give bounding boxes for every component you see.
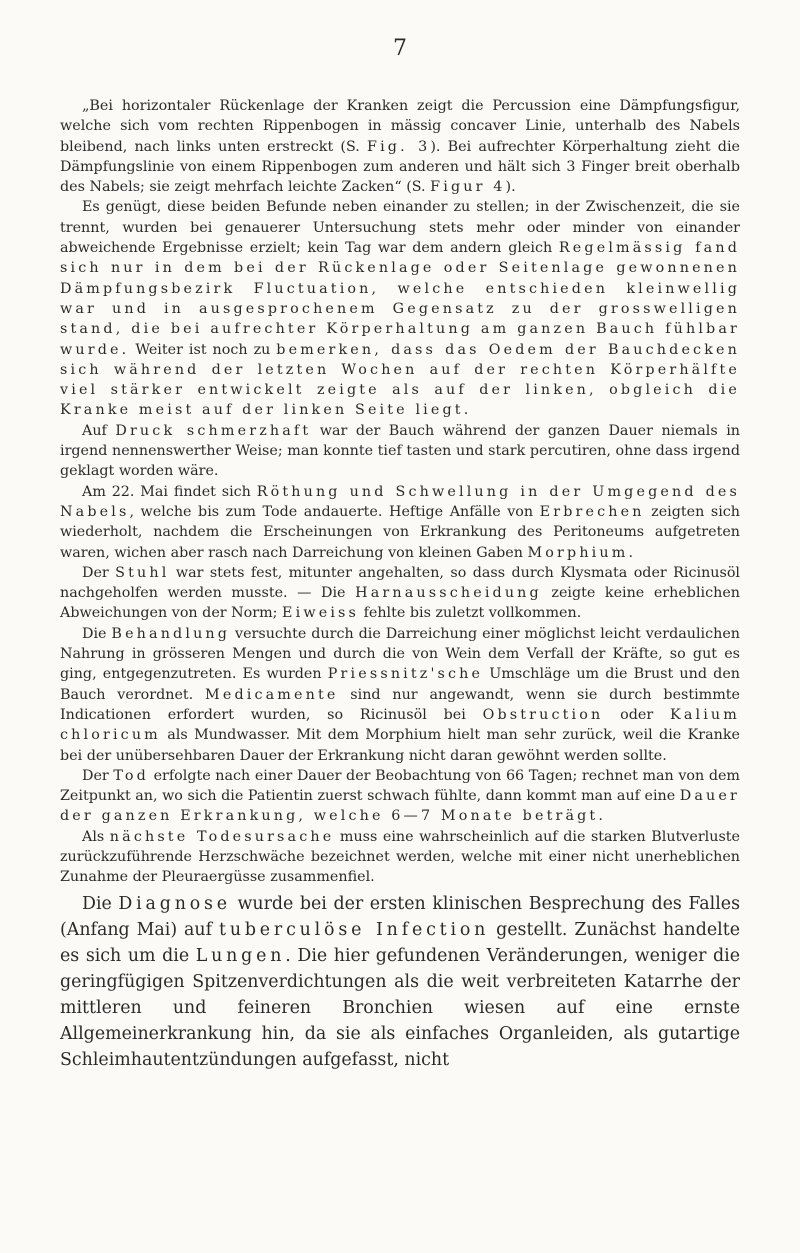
emphasized-text-run: nächste Todesursache (109, 828, 335, 845)
paragraph-diagnosis (60, 891, 740, 1073)
text-run: als Mundwasser. Mit dem Morphium hielt man sehr zurück, weil die Kranke bei der unübersehbaren Dauer der Erkrankung nicht daran gewöhnt werden sollte. (60, 727, 740, 764)
text-run: war der Bauch während der ganzen Dauer niemals in irgend nennenswerther Weise; man konnte tief tasten und stark percutiren, ohne dass irgend geklagt worden wäre. (60, 422, 740, 480)
emphasized-text-run: Eiweiss (282, 605, 360, 622)
text-run: „Bei horizontaler Rückenlage der Kranken zeigt die Percussion eine Dämpfungsfigur, welche sich vom rechten Rippenbogen in mässig concaver Linie, unterhalb des Nabels bleibend, nach links unten erstreckt (S. (60, 98, 740, 155)
text-run: Die (82, 625, 112, 642)
text-run: zeigte keine erheblichen Abweichungen von der Norm; (60, 585, 740, 622)
emphasized-text-run: Druck schmerzhaft (115, 422, 312, 439)
emphasized-text-run: Harnausscheidung (355, 585, 542, 602)
emphasized-text-run: Priessnitz'sche (327, 666, 484, 683)
paragraph-treatment (60, 624, 740, 766)
text-run: Es genügt, diese beiden Befunde neben einander zu stellen; in der Zwischenzeit, die sie trennt, wurden bei genauerer Untersuchung stets mehr oder minder von einander abweichende Ergebnisse erzielt; kein Tag war dem andern gleich (60, 199, 740, 257)
emphasized-text-run: Dauer der ganzen Erkrankung, welche 6—7 Monate beträgt. (60, 788, 740, 825)
page-number: 7 (393, 36, 407, 61)
text-run: zeigten sich wiederholt, nachdem die Erscheinungen von Erkrankung des Peritoneums aufgetreten waren, wichen aber rasch nach Darreichung von kleinen Gaben (60, 503, 740, 561)
text-run: oder (603, 706, 670, 723)
emphasized-text-run: bemerken, dass das Oedem der Bauchdecken sich während der letzten Wochen auf der rechten Körperhälfte viel stärker entwickelt zeigte als auf der linken, obgleich die Kranke meist auf der linken Seite liegt. (60, 341, 740, 419)
emphasized-text-run: Kalium chloricum (60, 706, 740, 744)
text-run: Umschläge um die Brust und den Bauch verordnet. (60, 666, 740, 703)
text-run: Als (82, 828, 110, 845)
text-run: erfolgte nach einer Dauer der Beobachtung von 66 Tagen; rechnet man von dem Zeitpunkt an, wo sich die Patientin zuerst schwach fühlte, dann kommt man auf eine (60, 767, 740, 805)
emphasized-text-run: Obstruction (482, 706, 604, 723)
emphasized-text-run: Lungen (195, 945, 286, 966)
text-run: . (628, 544, 634, 561)
text-run: Der (82, 564, 116, 581)
text-run: . Die hier gefundenen Veränderungen, weniger die geringfügigen Spitzenverdichtungen als die weit verbreiteten Katarrhe der mittleren und feineren Bronchien wiesen auf eine ernste Allgemeinerkrankung hin, da sie als einfaches Organleiden, als gutartige Schleimhautentzündungen aufgefasst, nicht (60, 945, 741, 1070)
paragraph-navel-redness (60, 482, 740, 563)
emphasized-text-run: Medicamente (205, 686, 339, 703)
emphasized-text-run: Diagnose (118, 893, 231, 914)
text-run: fehlte bis zuletzt vollkommen. (359, 605, 582, 622)
paragraph-cause-of-death (60, 827, 740, 888)
emphasized-text-run: Tod (113, 767, 149, 784)
text-run: wurde bei der ersten klinischen Besprechung des Falles (Anfang Mai) auf (60, 893, 740, 940)
text-run: , welche bis zum Tode andauerte. Heftige Anfälle von (129, 503, 540, 520)
emphasized-text-run: Erbrechen (539, 503, 645, 520)
paragraph-stool-urine (60, 563, 740, 624)
emphasized-text-run: tuberculöse Infection (219, 919, 490, 940)
emphasized-text-run: Figur 4 (430, 179, 506, 196)
text-run: Auf (82, 422, 116, 439)
paragraph-death (60, 766, 740, 827)
paragraph-fluctuation (60, 197, 740, 420)
text-run: sind nur angewandt, wenn sie durch bestimmte Indicationen erfordert wurden, so Ricinusöl bei (60, 686, 741, 723)
text-run: ). Bei aufrechter Körperhaltung zieht die Dämpfungslinie von einem Rippenbogen zum anderen und hält sich 3 Finger breit oberhalb des Nabels; sie zeigt mehrfach leichte Zacken“ (S. (60, 138, 740, 196)
text-run: Weiter ist noch zu (129, 341, 277, 358)
text-run: Der (82, 767, 114, 784)
text-run: Die (82, 893, 119, 914)
text-run: war stets fest, mitunter angehalten, so dass durch Klysmata oder Ricinusöl nachgeholfen werden musste. — Die (60, 564, 740, 602)
paragraph-pressure-pain (60, 421, 740, 482)
text-run: versuchte durch die Darreichung einer möglichst leicht verdaulichen Nahrung in grösseren Mengen und durch die von Wein dem Verfall der Kräfte, so gut es ging, entgegenzutreten. Es wurden (60, 625, 740, 683)
emphasized-text-run: Röthung und Schwellung in der Umgegend des Nabels (60, 483, 740, 520)
emphasized-text-run: Stuhl (115, 564, 170, 581)
text-run: ). (505, 179, 516, 196)
emphasized-text-run: Behandlung (111, 625, 231, 642)
body-text (60, 96, 740, 1073)
emphasized-text-run: Morphium (527, 544, 629, 561)
text-run: gestellt. Zunächst handelte es sich um die (60, 919, 740, 966)
emphasized-text-run: Fig. 3 (367, 138, 431, 155)
text-run: muss eine wahrscheinlich auf die starken Blutverluste zurückzuführende Herzschwäche bezeichnet werden, welche mit einer nicht unerheblichen Zunahme der Pleuraergüsse zusammenfiel. (60, 828, 741, 886)
text-run: Am 22. Mai findet sich (82, 483, 257, 500)
paragraph-supine-percussion (60, 96, 740, 197)
emphasized-text-run: Regelmässig fand sich nur in dem bei der Rückenlage oder Seitenlage gewonnenen Dämpfungsbezirk Fluctuation, welche entschieden kleinwellig war und in ausgesprochenem Gegensatz zu der grosswelligen stand, die bei aufrechter Körperhaltung am ganzen Bauch fühlbar wurde. (60, 240, 740, 358)
